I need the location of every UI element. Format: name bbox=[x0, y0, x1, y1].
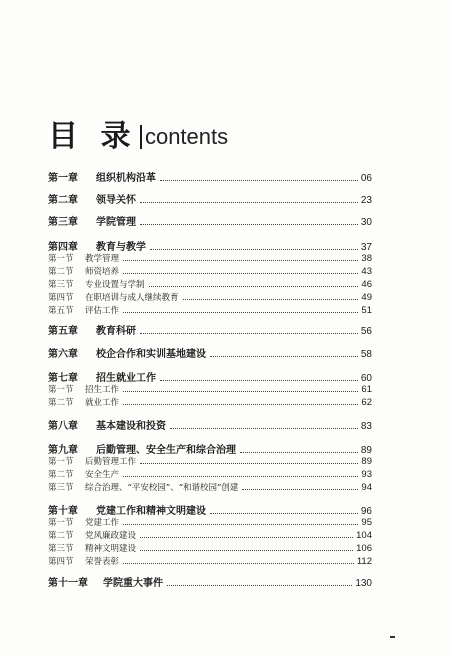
section-title: 后勤管理工作 bbox=[85, 457, 137, 467]
section-title: 综合治理、“平安校园”、“和谐校园”创建 bbox=[85, 483, 239, 493]
page-number: 30 bbox=[360, 217, 372, 228]
chapter-number: 第七章 bbox=[48, 373, 78, 384]
dot-leader bbox=[140, 333, 358, 334]
page-number: 06 bbox=[360, 173, 372, 184]
dot-leader bbox=[140, 463, 358, 464]
dot-leader bbox=[123, 476, 358, 477]
toc-section-entry[interactable] bbox=[48, 468, 372, 480]
chapter-title: 校企合作和实训基地建设 bbox=[96, 349, 206, 360]
section-number: 第三节 bbox=[48, 483, 74, 493]
section-number: 第二节 bbox=[48, 398, 74, 408]
chapter-title: 学院管理 bbox=[96, 217, 136, 228]
dot-leader bbox=[123, 391, 358, 392]
toc-heading bbox=[48, 114, 228, 154]
dot-leader bbox=[123, 524, 358, 525]
section-title: 精神文明建设 bbox=[85, 544, 137, 554]
toc-section-entry[interactable] bbox=[48, 252, 372, 264]
section-title: 就业工作 bbox=[85, 398, 120, 408]
dot-leader bbox=[170, 428, 358, 429]
page-number: 56 bbox=[360, 326, 372, 337]
dot-leader bbox=[167, 585, 352, 586]
toc-section-entry[interactable] bbox=[48, 481, 372, 493]
page-number: 83 bbox=[360, 421, 372, 432]
section-number: 第三节 bbox=[48, 280, 74, 290]
page-number: 23 bbox=[360, 195, 372, 206]
toc-chapter-entry[interactable] bbox=[48, 575, 372, 589]
toc-section-entry[interactable] bbox=[48, 516, 372, 528]
page-number: 60 bbox=[360, 373, 372, 384]
heading-divider bbox=[140, 125, 142, 149]
section-title: 招生工作 bbox=[85, 385, 120, 395]
dot-leader bbox=[242, 489, 358, 490]
dot-leader bbox=[160, 380, 358, 381]
page-number: 89 bbox=[361, 456, 372, 467]
section-title: 在职培训与成人继续教育 bbox=[85, 293, 179, 303]
section-number: 第一节 bbox=[48, 457, 74, 467]
page-number: 62 bbox=[361, 397, 372, 408]
dot-leader bbox=[140, 537, 353, 538]
dot-leader bbox=[140, 202, 358, 203]
section-title: 安全生产 bbox=[85, 470, 120, 480]
toc-section-entry[interactable] bbox=[48, 455, 372, 467]
section-title: 党风廉政建设 bbox=[85, 531, 137, 541]
page-number: 96 bbox=[360, 506, 372, 517]
page-number: 58 bbox=[360, 349, 372, 360]
dot-leader bbox=[123, 312, 358, 313]
toc-heading-english: contents bbox=[144, 124, 229, 149]
chapter-number: 第六章 bbox=[48, 349, 78, 360]
section-number: 第一节 bbox=[48, 385, 74, 395]
dot-leader bbox=[149, 286, 359, 287]
dot-leader bbox=[150, 249, 358, 250]
section-number: 第二节 bbox=[48, 267, 74, 277]
dot-leader bbox=[183, 299, 359, 300]
page-number: 38 bbox=[361, 253, 372, 264]
chapter-title: 组织机构沿革 bbox=[96, 173, 156, 184]
section-title: 荣誉表彰 bbox=[85, 557, 120, 567]
page-mark bbox=[390, 636, 395, 638]
dot-leader bbox=[123, 260, 358, 261]
toc-section-entry[interactable] bbox=[48, 278, 372, 290]
chapter-title: 后勤管理、安全生产和综合治理 bbox=[96, 445, 236, 456]
section-title: 党建工作 bbox=[85, 518, 120, 528]
chapter-title: 招生就业工作 bbox=[96, 373, 156, 384]
toc-section-entry[interactable] bbox=[48, 265, 372, 277]
page-number: 130 bbox=[355, 578, 372, 589]
chapter-title: 基本建设和投资 bbox=[96, 421, 166, 432]
dot-leader bbox=[140, 550, 353, 551]
page-number: 43 bbox=[361, 266, 372, 277]
chapter-number: 第八章 bbox=[48, 421, 78, 432]
section-number: 第二节 bbox=[48, 531, 74, 541]
page-number: 94 bbox=[361, 482, 372, 493]
chapter-number: 第十一章 bbox=[48, 578, 88, 589]
page-number: 37 bbox=[360, 242, 372, 253]
section-title: 专业设置与学制 bbox=[85, 280, 145, 290]
page-number: 51 bbox=[361, 305, 372, 316]
page-number: 104 bbox=[356, 530, 372, 541]
toc-chapter-entry[interactable] bbox=[48, 214, 372, 228]
toc-section-entry[interactable] bbox=[48, 542, 372, 554]
dot-leader bbox=[210, 513, 358, 514]
chapter-number: 第一章 bbox=[48, 173, 78, 184]
toc-section-entry[interactable] bbox=[48, 291, 372, 303]
toc-section-entry[interactable] bbox=[48, 555, 372, 567]
toc-chapter-entry[interactable] bbox=[48, 503, 372, 517]
toc-chapter-entry[interactable] bbox=[48, 370, 372, 384]
toc-section-entry[interactable] bbox=[48, 529, 372, 541]
dot-leader bbox=[160, 180, 358, 181]
dot-leader bbox=[210, 356, 358, 357]
toc-heading-chinese: 目 录 bbox=[48, 119, 137, 154]
toc-chapter-entry[interactable] bbox=[48, 418, 372, 432]
section-number: 第四节 bbox=[48, 557, 74, 567]
chapter-title: 教育与教学 bbox=[96, 242, 146, 253]
toc-section-entry[interactable] bbox=[48, 383, 372, 395]
toc-chapter-entry[interactable] bbox=[48, 323, 372, 337]
page-number: 112 bbox=[356, 556, 372, 567]
chapter-number: 第三章 bbox=[48, 217, 78, 228]
toc-chapter-entry[interactable] bbox=[48, 192, 372, 206]
toc-chapter-entry[interactable] bbox=[48, 170, 372, 184]
chapter-number: 第四章 bbox=[48, 242, 78, 253]
section-title: 评估工作 bbox=[85, 306, 120, 316]
page-number: 89 bbox=[360, 445, 372, 456]
dot-leader bbox=[123, 273, 358, 274]
chapter-title: 领导关怀 bbox=[96, 195, 136, 206]
toc-section-entry[interactable] bbox=[48, 304, 372, 316]
page-number: 93 bbox=[361, 469, 372, 480]
section-number: 第一节 bbox=[48, 518, 74, 528]
chapter-number: 第五章 bbox=[48, 326, 78, 337]
toc-chapter-entry[interactable] bbox=[48, 442, 372, 456]
section-title: 师资培养 bbox=[85, 267, 120, 277]
dot-leader bbox=[123, 563, 354, 564]
page-number: 106 bbox=[356, 543, 372, 554]
section-number: 第三节 bbox=[48, 544, 74, 554]
dot-leader bbox=[123, 404, 358, 405]
dot-leader bbox=[240, 452, 358, 453]
dot-leader bbox=[140, 224, 358, 225]
chapter-title: 党建工作和精神文明建设 bbox=[96, 506, 206, 517]
chapter-number: 第十章 bbox=[48, 506, 78, 517]
toc-chapter-entry[interactable] bbox=[48, 346, 372, 360]
section-number: 第四节 bbox=[48, 293, 74, 303]
chapter-number: 第二章 bbox=[48, 195, 78, 206]
toc-chapter-entry[interactable] bbox=[48, 239, 372, 253]
page-number: 49 bbox=[361, 292, 372, 303]
page-number: 95 bbox=[361, 517, 372, 528]
chapter-title: 学院重大事件 bbox=[103, 578, 163, 589]
section-number: 第五节 bbox=[48, 306, 74, 316]
section-title: 教学管理 bbox=[85, 254, 120, 264]
toc-section-entry[interactable] bbox=[48, 396, 372, 408]
section-number: 第一节 bbox=[48, 254, 74, 264]
page-number: 46 bbox=[361, 279, 372, 290]
chapter-number: 第九章 bbox=[48, 445, 78, 456]
page-number: 61 bbox=[361, 384, 372, 395]
chapter-title: 教育科研 bbox=[96, 326, 136, 337]
section-number: 第二节 bbox=[48, 470, 74, 480]
